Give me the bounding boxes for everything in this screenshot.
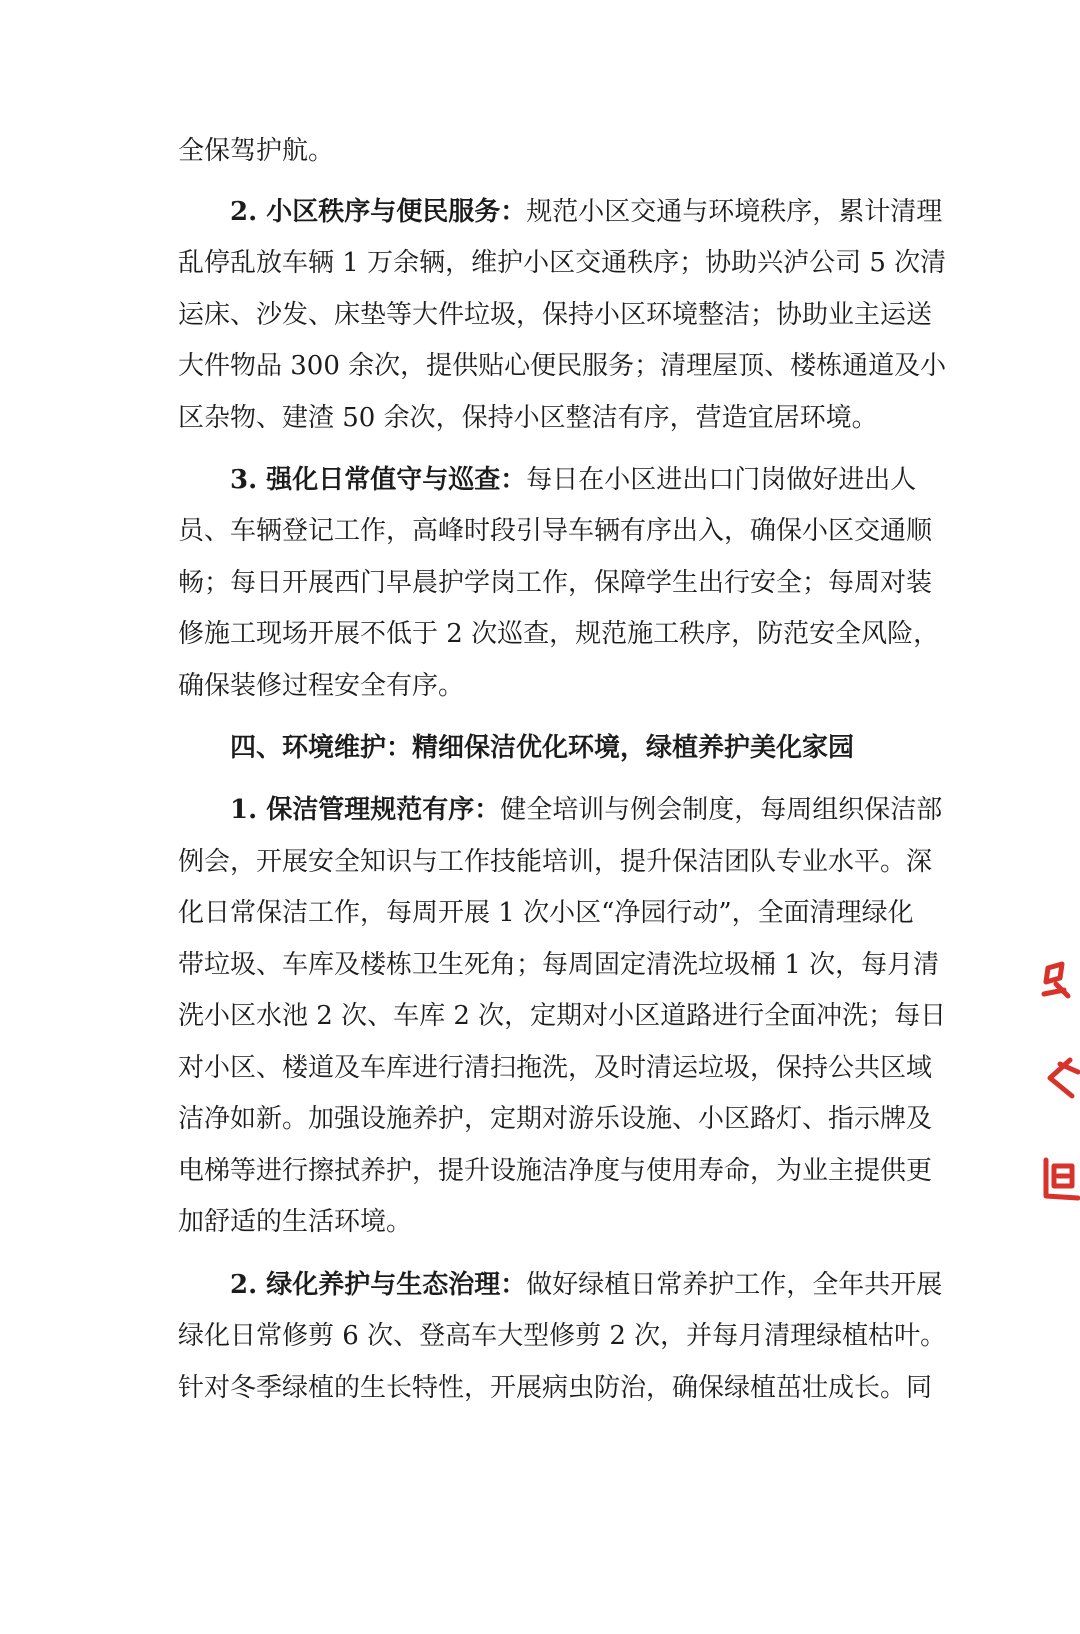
item-3-line-3: 畅；每日开展西门早晨护学岗工作，保障学生出行安全；每周对装 xyxy=(178,568,933,598)
item-2-line-4: 大件物品 300 余次，提供贴心便民服务；清理屋顶、楼栋通道及小 xyxy=(178,351,947,381)
s4-item-2-heading: 2. 绿化养护与生态治理： xyxy=(230,1270,527,1300)
s4-item-1-heading: 1. 保洁管理规范有序： xyxy=(230,795,501,825)
seal-icon xyxy=(1038,960,1080,1220)
s4-item-2-line-1: 2. 绿化养护与生态治理：做好绿植日常养护工作，全年共开展 xyxy=(230,1270,943,1300)
s4-item-1-line-1: 1. 保洁管理规范有序：健全培训与例会制度，每周组织保洁部 xyxy=(230,795,943,825)
item-3-line-5: 确保装修过程安全有序。 xyxy=(178,671,465,701)
s4-item-1-line-8: 电梯等进行擦拭养护，提升设施洁净度与使用寿命，为业主提供更 xyxy=(178,1156,933,1186)
item-3-line-1: 3. 强化日常值守与巡查：每日在小区进出口门岗做好进出人 xyxy=(230,465,917,495)
item-3-line-4: 修施工现场开展不低于 2 次巡查，规范施工秩序，防范安全风险， xyxy=(178,619,940,649)
item-3-line-2: 员、车辆登记工作，高峰时段引导车辆有序出入，确保小区交通顺 xyxy=(178,516,933,546)
s4-item-1-line-4: 带垃圾、车库及楼栋卫生死角；每周固定清洗垃圾桶 1 次，每月清 xyxy=(178,950,940,980)
s4-item-1-line-6: 对小区、楼道及车库进行清扫拖洗，及时清运垃圾，保持公共区域 xyxy=(178,1053,933,1083)
section-4-heading: 四、环境维护：精细保洁优化环境，绿植养护美化家园 xyxy=(230,733,855,763)
s4-item-1-line-3: 化日常保洁工作，每周开展 1 次小区“净园行动”，全面清理绿化 xyxy=(178,898,914,928)
item-2-heading: 2. 小区秩序与便民服务： xyxy=(230,197,527,227)
item-2-line-5: 区杂物、建渣 50 余次，保持小区整洁有序，营造宜居环境。 xyxy=(178,403,878,433)
item-3-heading: 3. 强化日常值守与巡查： xyxy=(230,465,527,495)
s4-item-1-line-2: 例会，开展安全知识与工作技能培训，提升保洁团队专业水平。深 xyxy=(178,847,933,877)
s4-item-2-line-2: 绿化日常修剪 6 次、登高车大型修剪 2 次，并每月清理绿植枯叶。 xyxy=(178,1321,947,1351)
s4-item-1-line-5: 洗小区水池 2 次、车库 2 次，定期对小区道路进行全面冲洗；每日 xyxy=(178,1001,947,1031)
item-2-line-2: 乱停乱放车辆 1 万余辆，维护小区交通秩序；协助兴泸公司 5 次清 xyxy=(178,248,947,278)
s4-item-1-line-7: 洁净如新。加强设施养护，定期对游乐设施、小区路灯、指示牌及 xyxy=(178,1104,933,1134)
item-2-line-3: 运床、沙发、床垫等大件垃圾，保持小区环境整洁；协助业主运送 xyxy=(178,300,933,330)
item-2-line-1: 2. 小区秩序与便民服务：规范小区交通与环境秩序，累计清理 xyxy=(230,197,943,227)
paragraph-tail: 全保驾护航。 xyxy=(178,136,335,166)
red-seal-fragment xyxy=(1038,960,1080,1220)
s4-item-2-line-3: 针对冬季绿植的生长特性，开展病虫防治，确保绿植茁壮成长。同 xyxy=(178,1373,933,1403)
s4-item-1-line-9: 加舒适的生活环境。 xyxy=(178,1207,413,1237)
